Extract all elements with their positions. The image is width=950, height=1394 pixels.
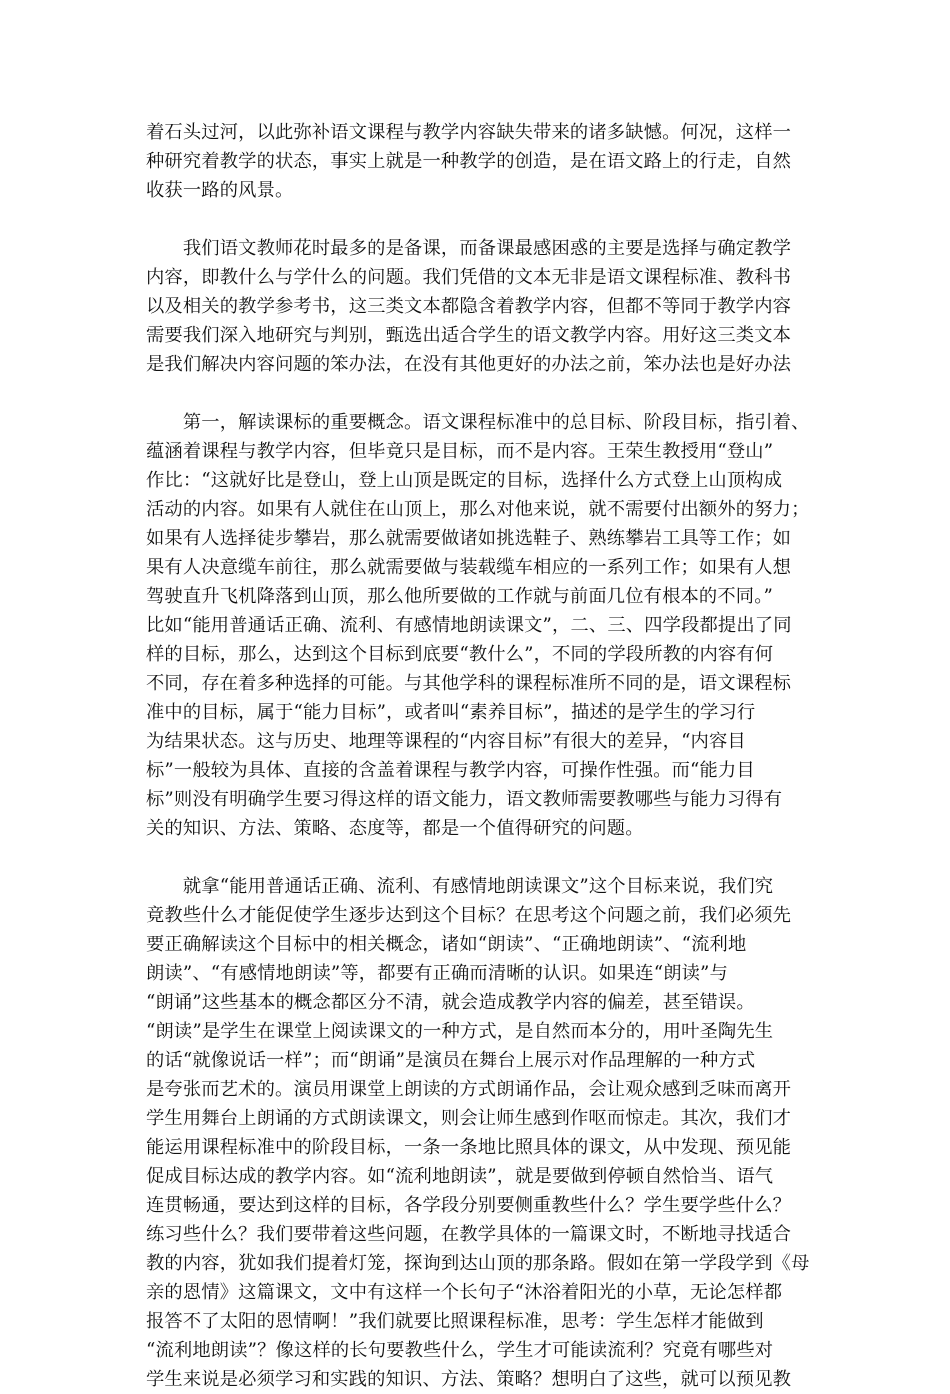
text-line: 促成目标达成的教学内容。如“流利地朗读”，就是要做到停顿自然恰当、语气 <box>146 1166 774 1187</box>
text-line: 以及相关的教学参考书，这三类文本都隐含着教学内容，但都不等同于教学内容 <box>146 296 792 317</box>
document-page <box>146 118 814 1394</box>
text-line: 标”一般较为具体、直接的含盖着课程与教学内容，可操作性强。而“能力目 <box>146 760 755 781</box>
paragraph-gap <box>146 843 814 872</box>
text-line: 练习些什么？我们要带着这些问题，在教学具体的一篇课文时，不断地寻找适合 <box>146 1224 792 1245</box>
text-line: 活动的内容。如果有人就住在山顶上，那么对他来说，就不需要付出额外的努力； <box>146 499 810 520</box>
text-line: 我们语文教师花时最多的是备课，而备课最感困惑的主要是选择与确定教学 <box>146 238 792 259</box>
text-line: 竟教些什么才能促使学生逐步达到这个目标？在思考这个问题之前，我们必须先 <box>146 905 792 926</box>
text-line: 种研究着教学的状态，事实上就是一种教学的创造，是在语文路上的行走，自然 <box>146 151 792 172</box>
paragraph-gap <box>146 205 814 234</box>
text-line: 能运用课程标准中的阶段目标，一条一条地比照具体的课文，从中发现、预见能 <box>146 1137 792 1158</box>
text-line: 比如“能用普通话正确、流利、有感情地朗读课文”，二、三、四学段都提出了同 <box>146 615 792 636</box>
text-line: 不同，存在着多种选择的可能。与其他学科的课程标准所不同的是，语文课程标 <box>146 673 792 694</box>
text-line: 报答不了太阳的恩情啊！”我们就要比照课程标准，思考：学生怎样才能做到 <box>146 1311 764 1332</box>
text-line: 教的内容，犹如我们提着灯笼，探询到达山顶的那条路。假如在第一学段学到《母 <box>146 1253 810 1274</box>
text-line: 亲的恩情》这篇课文，文中有这样一个长句子“沐浴着阳光的小草，无论怎样都 <box>146 1282 783 1303</box>
text-line: 需要我们深入地研究与判别，甄选出适合学生的语文教学内容。用好这三类文本 <box>146 325 792 346</box>
text-line: 驾驶直升飞机降落到山顶，那么他所要做的工作就与前面几位有根本的不同。” <box>146 586 774 607</box>
text-line: 学生来说是必须学习和实践的知识、方法、策略？想明白了这些，就可以预见教 <box>146 1369 792 1390</box>
text-line: 第一，解读课标的重要概念。语文课程标准中的总目标、阶段目标，指引着、 <box>146 412 810 433</box>
paragraph-3 <box>146 408 814 843</box>
paragraph-gap <box>146 379 814 408</box>
paragraph-1 <box>146 118 814 205</box>
text-line: “流利地朗读”？像这样的长句要教些什么，学生才可能读流利？究竟有哪些对 <box>146 1340 774 1361</box>
text-line: 朗读”、“有感情地朗读”等，都要有正确而清晰的认识。如果连“朗读”与 <box>146 963 728 984</box>
text-line: 蕴涵着课程与教学内容，但毕竟只是目标，而不是内容。王荣生教授用“登山” <box>146 441 774 462</box>
text-line: 就拿“能用普通话正确、流利、有感情地朗读课文”这个目标来说，我们究 <box>146 876 774 897</box>
text-line: 为结果状态。这与历史、地理等课程的“内容目标”有很大的差异，“内容目 <box>146 731 746 752</box>
text-line: 着石头过河，以此弥补语文课程与教学内容缺失带来的诸多缺憾。何况，这样一 <box>146 122 792 143</box>
text-line: 收获一路的风景。 <box>146 180 294 201</box>
text-line: 准中的目标，属于“能力目标”，或者叫“素养目标”，描述的是学生的学习行 <box>146 702 756 723</box>
text-line: 学生用舞台上朗诵的方式朗读课文，则会让师生感到作呕而惊走。其次，我们才 <box>146 1108 792 1129</box>
text-line: 标”则没有明确学生要习得这样的语文能力，语文教师需要教哪些与能力习得有 <box>146 789 783 810</box>
text-line: 是我们解决内容问题的笨办法，在没有其他更好的办法之前，笨办法也是好办法 <box>146 354 792 375</box>
text-line: “朗诵”这些基本的概念都区分不清，就会造成教学内容的偏差，甚至错误。 <box>146 992 755 1013</box>
text-line: 关的知识、方法、策略、态度等，都是一个值得研究的问题。 <box>146 818 644 839</box>
text-line: 内容，即教什么与学什么的问题。我们凭借的文本无非是语文课程标准、教科书 <box>146 267 792 288</box>
text-line: 果有人决意缆车前往，那么就需要做与装载缆车相应的一系列工作；如果有人想 <box>146 557 792 578</box>
text-line: 作比：“这就好比是登山，登上山顶是既定的目标，选择什么方式登上山顶构成 <box>146 470 783 491</box>
paragraph-4 <box>146 872 814 1394</box>
text-line: 样的目标，那么，达到这个目标到底要“教什么”，不同的学段所教的内容有何 <box>146 644 774 665</box>
text-line: 是夸张而艺术的。演员用课堂上朗读的方式朗诵作品，会让观众感到乏味而离开 <box>146 1079 792 1100</box>
text-line: “朗读”是学生在课堂上阅读课文的一种方式，是自然而本分的，用叶圣陶先生 <box>146 1021 774 1042</box>
text-line: 如果有人选择徒步攀岩，那么就需要做诸如挑选鞋子、熟练攀岩工具等工作；如 <box>146 528 792 549</box>
text-line: 连贯畅通，要达到这样的目标，各学段分别要侧重教些什么？学生要学些什么？ <box>146 1195 792 1216</box>
text-line: 的话“就像说话一样”；而“朗诵”是演员在舞台上展示对作品理解的一种方式 <box>146 1050 756 1071</box>
text-line: 要正确解读这个目标中的相关概念，诸如“朗读”、“正确地朗读”、“流利地 <box>146 934 747 955</box>
paragraph-2 <box>146 234 814 379</box>
